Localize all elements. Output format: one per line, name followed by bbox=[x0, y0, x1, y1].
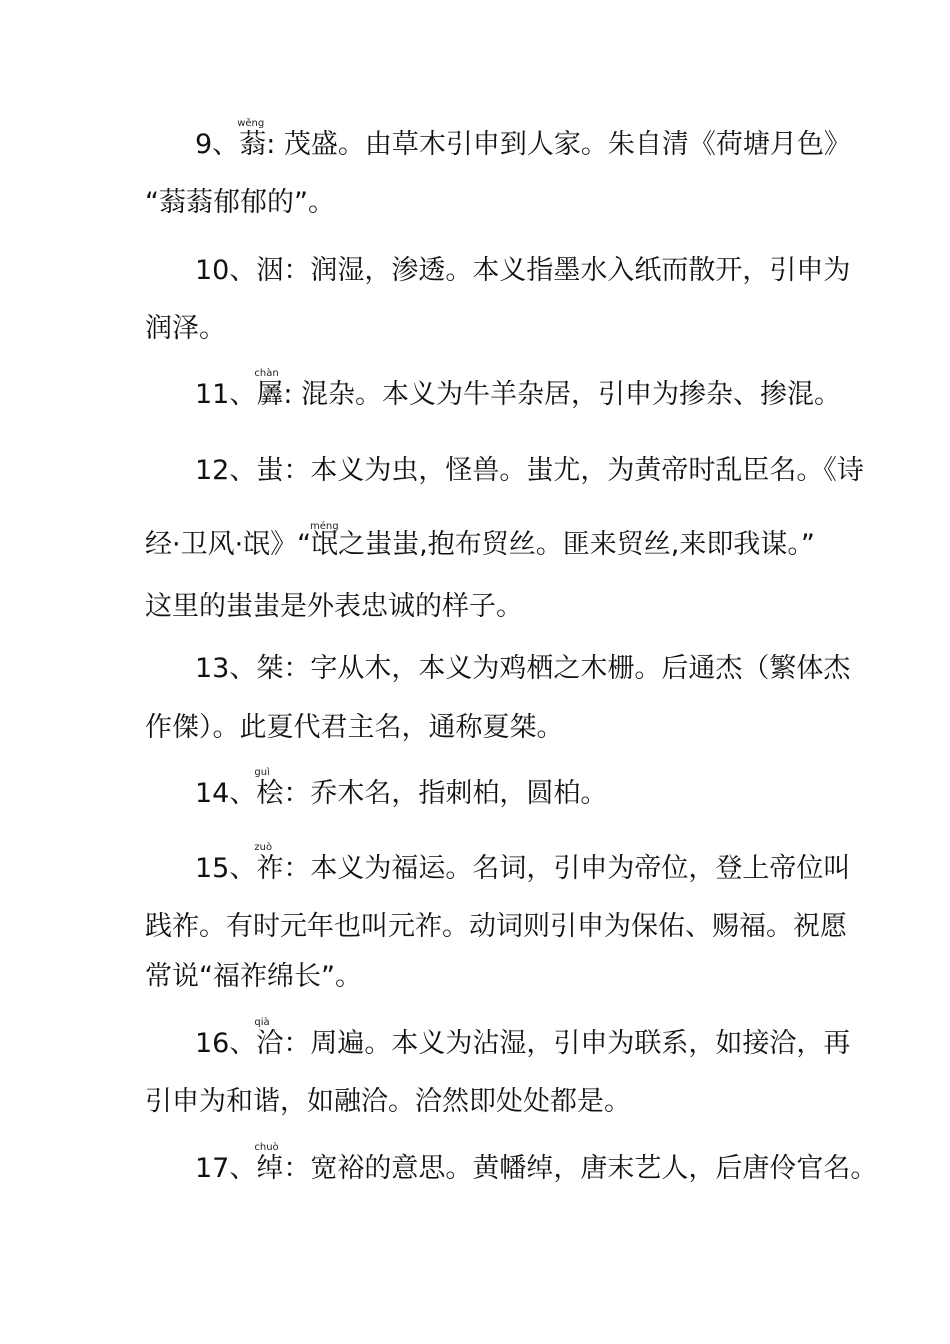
entry-13-line-1 bbox=[195, 652, 865, 686]
entry-10-char: 洇 bbox=[256, 255, 284, 286]
entry-12-annotation: méng bbox=[310, 521, 339, 532]
entry-16-text-1: ：周遍。本义为沾湿，引申为联系，如接洽，再 bbox=[283, 1028, 851, 1059]
entry-11-char: 羼 chàn bbox=[254, 368, 284, 410]
entry-12-line-3: 这里的蚩蚩是外表忠诚的样子。 bbox=[145, 591, 523, 622]
entry-15-pinyin: zuò bbox=[254, 842, 273, 853]
entry-13-char: 桀 bbox=[256, 653, 284, 684]
entry-9-number: 9、 bbox=[195, 129, 240, 160]
entry-9-line-2: “蓊蓊郁郁的”。 bbox=[145, 187, 335, 218]
entry-9-char: 蓊 wěng bbox=[237, 118, 267, 160]
entry-9-text-1: : 茂盛。由草木引申到人家。朱自清《荷塘月色》 bbox=[266, 129, 851, 160]
entry-16-line-2: 引申为和谐，如融洽。洽然即处处都是。 bbox=[145, 1086, 631, 1117]
entry-9-line-1 bbox=[195, 118, 865, 162]
entry-12-line-2 bbox=[145, 521, 815, 562]
entry-17-pinyin: chuò bbox=[254, 1142, 279, 1153]
entry-17-char: 绰 chuò bbox=[254, 1142, 284, 1184]
entry-15-char: 祚 zuò bbox=[254, 842, 284, 884]
entry-15-line-3: 常说“福祚绵长”。 bbox=[145, 961, 362, 992]
entry-14-char: 桧 guì bbox=[254, 767, 284, 809]
entry-13-line-2: 作傑）。此夏代君主名，通称夏桀。 bbox=[145, 712, 564, 743]
entry-12-text-2: 经·卫风·氓》“氓之蚩蚩,抱布贸丝。匪来贸丝,来即我谋。” bbox=[145, 529, 815, 560]
entry-16-number: 16、 bbox=[195, 1028, 257, 1059]
entry-17-number: 17、 bbox=[195, 1153, 257, 1184]
entry-12-number: 12、 bbox=[195, 455, 257, 486]
entry-12-text-1: ：本义为虫，怪兽。蚩尤，为黄帝时乱臣名。《诗 bbox=[283, 455, 864, 486]
entry-11-text-1: : 混杂。本义为牛羊杂居，引申为掺杂、掺混。 bbox=[283, 379, 842, 410]
entry-14-pinyin: guì bbox=[254, 767, 270, 778]
entry-16-pinyin: qià bbox=[254, 1017, 270, 1028]
entry-13-text-1: ：字从木，本义为鸡栖之木栅。后通杰（繁体杰 bbox=[283, 653, 851, 684]
entry-11-pinyin: chàn bbox=[254, 368, 279, 379]
entry-12-line-1 bbox=[195, 454, 865, 488]
entry-16-char: 洽 qià bbox=[254, 1017, 284, 1059]
entry-15-text-1: ：本义为福运。名词，引申为帝位，登上帝位叫 bbox=[283, 853, 851, 884]
entry-16-line-1 bbox=[195, 1017, 865, 1061]
entry-10-text-1: ：润湿，渗透。本义指墨水入纸而散开，引申为 bbox=[283, 255, 851, 286]
entry-14-line-1 bbox=[195, 767, 865, 811]
entry-10-line-1 bbox=[195, 254, 865, 288]
entry-9-pinyin: wěng bbox=[237, 118, 265, 129]
entry-11-number: 11、 bbox=[195, 379, 257, 410]
entry-14-text-1: ：乔木名，指刺柏，圆柏。 bbox=[283, 778, 608, 809]
entry-17-text-1: ：宽裕的意思。黄幡绰，唐末艺人，后唐伶官名。 bbox=[283, 1153, 878, 1184]
entry-15-line-1 bbox=[195, 842, 865, 886]
entry-12-char: 蚩 bbox=[256, 455, 284, 486]
entry-13-number: 13、 bbox=[195, 653, 257, 684]
entry-10-number: 10、 bbox=[195, 255, 257, 286]
entry-14-number: 14、 bbox=[195, 778, 257, 809]
entry-10-line-2: 润泽。 bbox=[145, 313, 226, 344]
entry-15-number: 15、 bbox=[195, 853, 257, 884]
entry-17-line-1 bbox=[195, 1142, 878, 1186]
entry-11-line-1 bbox=[195, 368, 865, 412]
entry-15-line-2: 践祚。有时元年也叫元祚。动词则引申为保佑、赐福。祝愿 bbox=[145, 911, 847, 942]
